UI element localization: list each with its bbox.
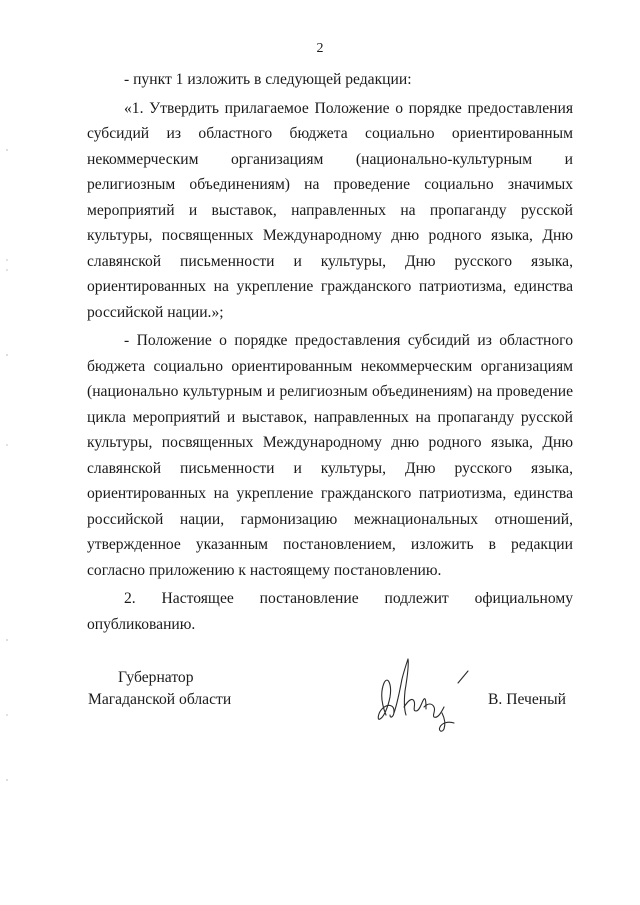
handwritten-signature — [364, 645, 474, 740]
amendment-intro-paragraph: - пункт 1 изложить в следующей редакции: — [124, 71, 412, 88]
signatory-title — [88, 667, 231, 711]
signatory-name: В. Печеный — [488, 691, 566, 708]
amendment-item-1-paragraph: «1. Утвердить прилагаемое Положение о порядке предоставления субсидий из областного бюджета социально ориентированным некоммерческим организациям (национально-культурным и религиозным объединениям) на проведение социально значимых мероприятий и выставок, направленных на пропаганду русской культуры, посвященных Международному дню родного языка, Дню славянской письменности и культуры, Дню русского языка, ориентированных на укрепление гражданского патриотизма, единства российской нации.»; — [87, 99, 573, 321]
document-body — [87, 67, 573, 637]
signatory-title-line-1: Губернатор — [118, 669, 194, 686]
regulation-amendment-paragraph: - Положение о порядке предоставления субсидий из областного бюджета социально ориентированным некоммерческим организациям (национально культурным и религиозным объединениям) на проведение цикла мероприятий и выставок, направленных на пропаганду русской культуры, посвященных Международному дню родного языка, Дню славянской письменности и культуры, Дню русского языка, ориентированных на укрепление гражданского патриотизма, единства российской нации, гармонизацию межнациональных отношений, утвержденное указанным постановлением, изложить в редакции согласно приложению к настоящему постановлению. — [87, 332, 573, 579]
page-number: 2 — [316, 41, 324, 56]
scan-edge-marks — [6, 0, 8, 905]
signatory-title-line-2: Магаданской области — [88, 691, 232, 708]
publication-clause-paragraph: 2. Настоящее постановление подлежит официальному опубликованию. — [87, 590, 573, 633]
